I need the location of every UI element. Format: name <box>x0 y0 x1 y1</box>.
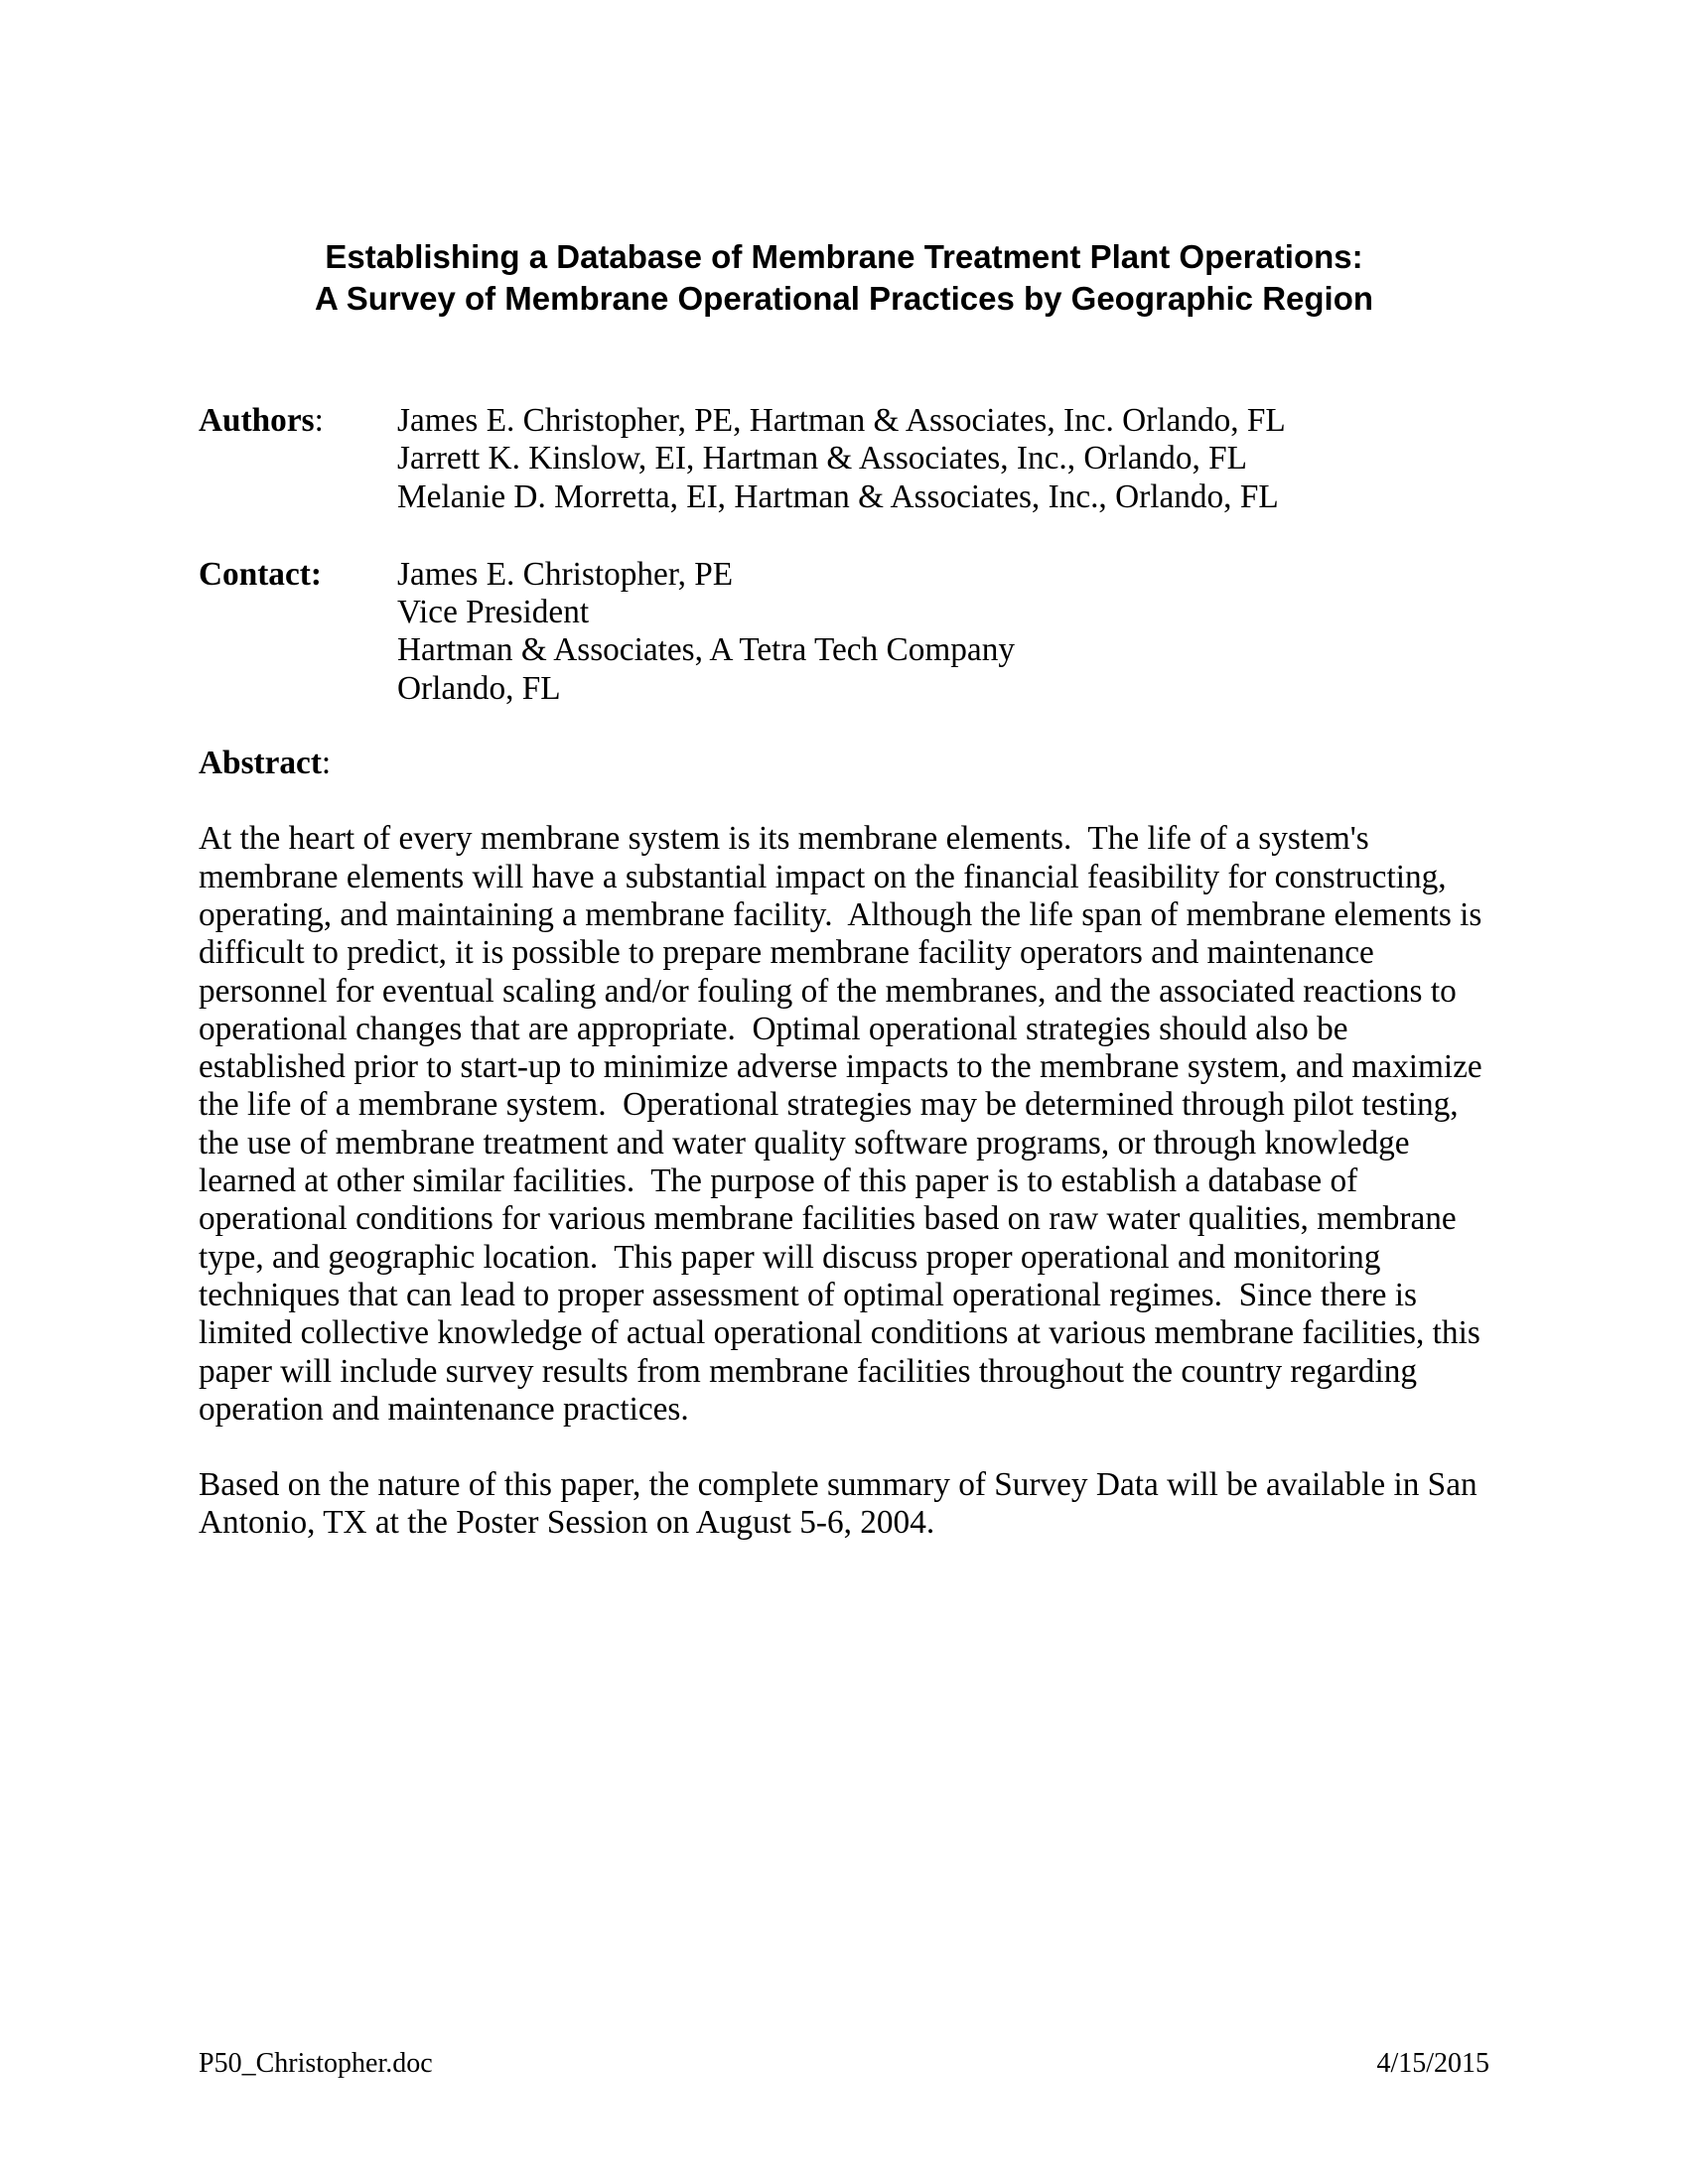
authors-label <box>199 402 397 516</box>
abstract-paragraph-2: Based on the nature of this paper, the complete summary of Survey Data will be available in San Antonio, TX at the Poster Session on August 5-6, 2004. <box>199 1466 1484 1542</box>
contact-section <box>199 556 1489 708</box>
paper-title-line1: Establishing a Database of Membrane Treatment Plant Operations: <box>325 238 1363 275</box>
paper-title-line2: A Survey of Membrane Operational Practices by Geographic Region <box>314 280 1374 317</box>
contact-line: Orlando, FL <box>397 669 561 707</box>
contact-line: Vice President <box>397 594 590 631</box>
author-line: Jarrett K. Kinslow, EI, Hartman & Associates, Inc., Orlando, FL <box>397 440 1247 478</box>
contact-line: James E. Christopher, PE <box>397 555 734 593</box>
paper-title <box>199 236 1489 320</box>
footer-date: 4/15/2015 <box>1376 2048 1489 2079</box>
author-line: Melanie D. Morretta, EI, Hartman & Associates, Inc., Orlando, FL <box>397 478 1279 515</box>
authors-label-colon: : <box>314 402 324 439</box>
page-footer <box>199 2047 1489 2081</box>
contact-label-text: Contact: <box>199 555 322 593</box>
footer-filename: P50_Christopher.doc <box>199 2048 433 2079</box>
contact-label <box>199 556 397 708</box>
contact-line: Hartman & Associates, A Tetra Tech Company <box>397 631 1016 669</box>
abstract-label-colon: : <box>321 745 332 782</box>
authors-label-text: Authors <box>199 402 315 439</box>
authors-list <box>397 402 1489 516</box>
authors-section <box>199 402 1489 516</box>
abstract-label-text: Abstract <box>199 745 322 782</box>
contact-details <box>397 556 1489 708</box>
abstract-label <box>199 745 1489 782</box>
author-line: James E. Christopher, PE, Hartman & Associates, Inc. Orlando, FL <box>397 402 1286 439</box>
abstract-paragraph-1: At the heart of every membrane system is its membrane elements. The life of a system's membrane elements will have a substantial impact on the financial feasibility for constructing, operating, and maintaining a membrane facility. Although the life span of membrane elements is difficult to predict, it is possible to prepare membrane facility operators and maintenance personnel for eventual scaling and/or fouling of the membranes, and the associated reactions to operational changes that are appropriate. Optimal operational strategies should also be established prior to start-up to minimize adverse impacts to the membrane system, and maximize the life of a membrane system. Operational strategies may be determined through pilot testing, the use of membrane treatment and water quality software programs, or through knowledge learned at other similar facilities. The purpose of this paper is to establish a database of operational conditions for various membrane facilities based on raw water qualities, membrane type, and geographic location. This paper will discuss proper operational and monitoring techniques that can lead to proper assessment of optimal operational regimes. Since there is limited collective knowledge of actual operational conditions at various membrane facilities, this paper will include survey results from membrane facilities throughout the country regarding operation and maintenance practices. <box>199 820 1491 1428</box>
